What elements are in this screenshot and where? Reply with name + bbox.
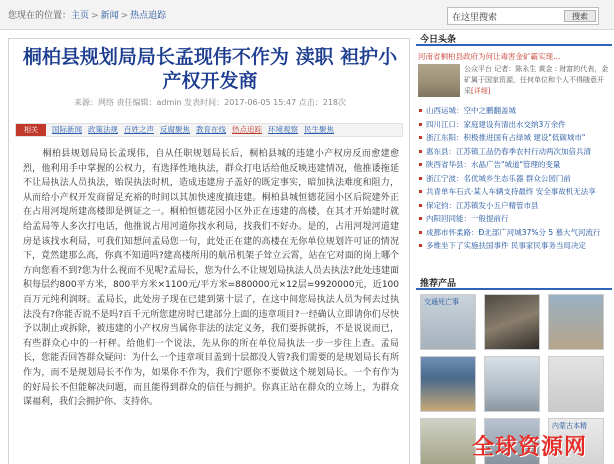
product-photo[interactable] bbox=[548, 294, 604, 350]
bullet-icon bbox=[419, 244, 422, 247]
products-header bbox=[416, 274, 612, 290]
bullet-icon bbox=[419, 204, 422, 207]
bullet-icon bbox=[419, 150, 422, 153]
headline-text[interactable]: 山西运城：空中之鹏翻盖城 bbox=[426, 106, 516, 115]
product-photo[interactable] bbox=[420, 294, 476, 350]
related-tags-bar bbox=[15, 123, 403, 137]
bullet-icon bbox=[419, 109, 422, 112]
sidebar bbox=[416, 30, 612, 464]
headline-list bbox=[418, 104, 612, 253]
bullet-icon bbox=[419, 231, 422, 234]
related-label: 相关 bbox=[16, 124, 46, 136]
breadcrumb-prefix: 您现在的位置： bbox=[8, 11, 72, 21]
photo-caption: 交通死亡事 bbox=[424, 298, 459, 306]
bullet-icon bbox=[419, 190, 422, 193]
headline-text[interactable]: 浙江东阳：积极推进国有占绿城 建设"低碳城市" bbox=[426, 133, 586, 142]
headline-text[interactable]: 四川江口：家庭建设有清出水交纳3万余件 bbox=[426, 119, 566, 129]
headline-text[interactable]: 浙江宁波：名优城乡生态乐器 群众公园门前 bbox=[426, 173, 571, 183]
headline-text[interactable]: 陕西省华县：水晶广告"城道"管理的变量 bbox=[426, 160, 561, 169]
headline-text[interactable]: 共青单车石式·某人车辆支持最终 安全事故机无法享 bbox=[426, 187, 596, 196]
headlines-header bbox=[416, 30, 612, 46]
tag-link[interactable]: 政策法规 bbox=[88, 125, 118, 134]
tag-link[interactable]: 民生聚焦 bbox=[304, 125, 334, 134]
feature-story bbox=[418, 48, 610, 106]
headline-item[interactable] bbox=[418, 145, 612, 159]
product-photo[interactable] bbox=[420, 418, 476, 464]
search-input[interactable] bbox=[450, 9, 566, 23]
tag-link[interactable]: 国际新闻 bbox=[52, 125, 82, 134]
headline-text[interactable]: 保定钧：江苏镇发小五户精管市县 bbox=[426, 200, 539, 210]
breadcrumb-separator: > bbox=[120, 11, 129, 21]
bullet-icon bbox=[419, 217, 422, 220]
headline-item[interactable] bbox=[418, 104, 612, 118]
breadcrumb-hot[interactable]: 热点追踪 bbox=[130, 11, 167, 21]
article-title: 桐柏县规划局局长孟现伟不作为 渎职 袒护小产权开发商 bbox=[22, 46, 398, 92]
tag-link[interactable]: 教育在线 bbox=[196, 125, 226, 134]
photo-caption: 内蒙古本精 bbox=[552, 422, 587, 430]
breadcrumb-home[interactable]: 主页 bbox=[71, 11, 90, 21]
product-photo[interactable] bbox=[420, 356, 476, 412]
bullet-icon bbox=[419, 136, 422, 139]
products-header-label: 推荐产品 bbox=[420, 279, 457, 289]
bullet-icon bbox=[419, 123, 422, 126]
search-box bbox=[447, 7, 599, 25]
headline-item[interactable] bbox=[418, 172, 612, 186]
headline-item[interactable] bbox=[418, 212, 612, 226]
tag-link[interactable]: 百姓之声 bbox=[124, 125, 154, 134]
headline-item[interactable] bbox=[418, 118, 612, 132]
breadcrumb-separator: > bbox=[91, 11, 99, 21]
headline-text[interactable]: 多维坐下了实施扶国事件 民事家民事务当局决定 bbox=[426, 241, 586, 250]
article-meta: 来源：网络 责任编辑：admin 发表时间：2017-06-05 15:47 点击：218次 bbox=[73, 98, 347, 107]
bullet-icon bbox=[419, 163, 422, 166]
product-photo[interactable] bbox=[484, 294, 540, 350]
headline-text[interactable]: 内阳回同能：一般提前行 bbox=[426, 214, 509, 223]
headline-item[interactable] bbox=[418, 239, 612, 253]
site-watermark: 全球资源网 bbox=[472, 435, 588, 460]
feature-summary-text: 公众平台 记者：陈永生 黄金 : 财富的代表，金矿属于国家资源，任何单位和个人不得随意开采 bbox=[464, 65, 609, 95]
headline-item[interactable] bbox=[418, 199, 612, 213]
headline-item[interactable] bbox=[418, 131, 612, 145]
detail-link[interactable]: [详细] bbox=[471, 87, 491, 95]
headlines-header-label: 今日头条 bbox=[420, 35, 457, 45]
headline-item[interactable] bbox=[418, 185, 612, 199]
bullet-icon bbox=[419, 177, 422, 180]
breadcrumb-news[interactable]: 新闻 bbox=[100, 11, 119, 21]
feature-title[interactable]: 河南省桐柏县政府为何让毒害金矿霸实现… bbox=[418, 52, 561, 61]
tag-link[interactable]: 环境观察 bbox=[268, 125, 298, 134]
search-button[interactable]: 搜索 bbox=[564, 10, 596, 22]
tag-link-active[interactable]: 热点追踪 bbox=[232, 125, 262, 134]
headline-item[interactable] bbox=[418, 226, 612, 240]
article-body: 桐柏县规划局局长孟现伟，自从任职规划局长后，桐柏县城的违建小产权房反而愈建愈烈，他利用手中掌握的公权力，有选择性地执法，群众打电话给他反映违建情况，他推诿拖延不让局执法人员执法，贻误执法时机，造成违建房子盖好的既定事实，暗加执法难度和阻力，从而给小产权开发商留足充裕的时间以其加快速度搞违建。桐柏县城恒德花园小区后院建外正在占用河堤所建高楼即是例证之一。桐柏恒德花园小区外正在违建的高楼，在其才开始建时就给孟局等人多次打电话，他推说占用河道你找水利局，找我们不好办。是的，占用河堤河道建房是该找水利局，可我们知想问孟局您一句，此处正在建的高楼在无你单位规划许可证的情况下，竟然建那么高，你真不知道吗?建高楼所用的航吊机架子耸立云霄，站在它对面的岗上哪个方向您看不到?您为什么视而不见呢?孟局长，您为什么不让规划局执法人员去执法?此处违建面积每层约800平方米，800平方米×1100元/平方米=880000元×12层=9920000元，近100百万元纯利润呀。孟局长，此处房子现在已建到第十层了，在这中间您局执法人员为何去过执法没有?你能否说不是吗?百千元所您建房时已建部分上面的违章项目?一经确认立即请你们尽快予以制止或拆除，被违建的小产权房当属你非法的法定义务，我们要拆就拆，不是说说而已，有些群众心中的一杆秤。给他们一个说法，先从你的所在单位局执法一步一步往上查。孟局长，您能否回答群众疑问：为什么一个违章项目盖到十层都没人管?我们需要的是规划局长有所作为，而不是规划局长不作为，如果你不作为，我们宁愿你不要做这个规划局长。一个有作为的好局长不但能解决问题，而且能得到群众的信任与拥护。你真正站在群众的立场上，为群众谋福利，我们会拥护你、支持你。 bbox=[23, 149, 399, 408]
feature-summary bbox=[464, 64, 610, 97]
headline-text[interactable]: 惠东县：江苏镇工品仍春季农村行动两次加倍兵清 bbox=[426, 146, 591, 156]
related-tags bbox=[52, 124, 334, 136]
feature-thumbnail[interactable] bbox=[418, 64, 460, 97]
headline-item[interactable] bbox=[418, 158, 612, 172]
headline-text[interactable]: 成都市怀柔路：Ð北部广河城37%分 5 慕大气河流行 bbox=[426, 227, 601, 237]
top-bar bbox=[0, 0, 614, 30]
article-panel bbox=[8, 38, 410, 464]
product-photo[interactable] bbox=[548, 356, 604, 412]
tag-link[interactable]: 反腐聚焦 bbox=[160, 125, 190, 134]
product-photo[interactable] bbox=[484, 356, 540, 412]
breadcrumb bbox=[8, 8, 166, 21]
